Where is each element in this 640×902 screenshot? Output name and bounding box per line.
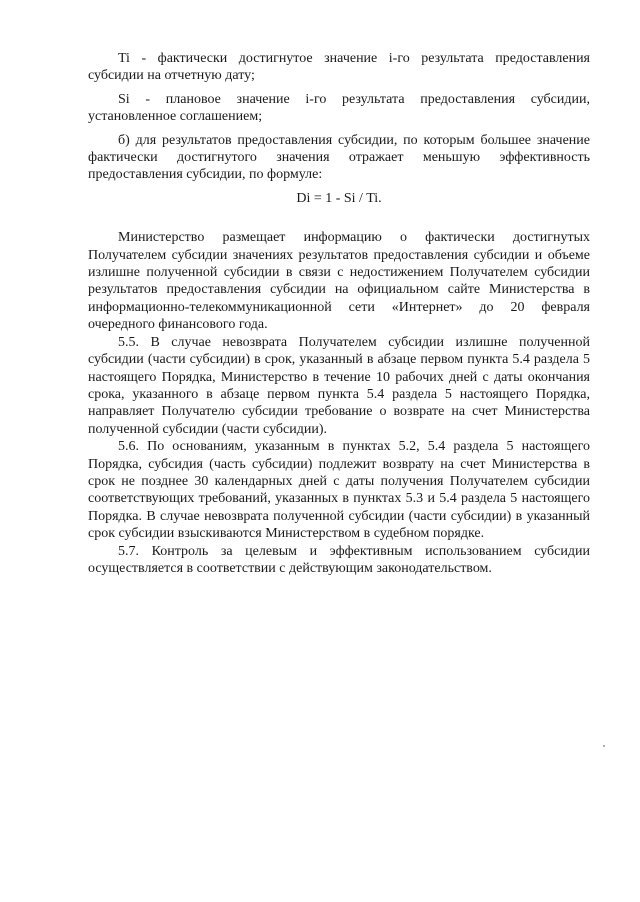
definition-si: Si - плановое значение i-го результата предоставления субсидии, установленное соглашением;	[88, 91, 590, 125]
scan-speck	[603, 745, 605, 747]
section-5-6: 5.6. По основаниям, указанным в пунктах 5.2, 5.4 раздела 5 настоящего Порядка, субсидия (часть субсидии) подлежит возврату на счет Министерства в срок не позднее 30 календарных дней с даты получения Получателем субсидии соответствующих требований, указанных в пунктах 5.3 и 5.4 раздела 5 настоящего Порядка. В случае невозврата полученной субсидии (части субсидии) в указанный срок субсидии взыскиваются Министерством в судебном порядке.	[88, 439, 590, 542]
section-5-5: 5.5. В случае невозврата Получателем субсидии излишне полученной субсидии (части субсидии) в срок, указанный в абзаце первом пункта 5.4 раздела 5 настоящего Порядка, Министерство в течение 10 рабочих дней с даты окончания срока, указанного в абзаце первом пункта 5.4 раздела 5 настоящего Порядка, направляет Получателю субсидии требование о возврате на счет Министерства полученной субсидии (части субсидии).	[88, 334, 590, 437]
section-5-7: 5.7. Контроль за целевым и эффективным использованием субсидии осуществляется в соответствии с действующим законодательством.	[88, 543, 590, 576]
clause-b: б) для результатов предоставления субсидии, по которым большее значение фактически достигнутого значения отражает меньшую эффективность предоставления субсидии, по формуле:	[88, 132, 590, 183]
ministry-info-paragraph: Министерство размещает информацию о фактически достигнутых Получателем субсидии значениях результатов предоставления субсидии и объеме излишне полученной субсидии в связи с недостижением Получателем субсидии результатов предоставления субсидии на официальном сайте Министерства в информационно-телекоммуникационной сети «Интернет» до 20 февраля очередного финансового года.	[88, 230, 590, 333]
definition-ti: Ti - фактически достигнутое значение i-го результата предоставления субсидии на отчетную дату;	[88, 51, 590, 84]
formula: Di = 1 - Si / Ti.	[296, 190, 382, 206]
document-body	[88, 50, 590, 577]
